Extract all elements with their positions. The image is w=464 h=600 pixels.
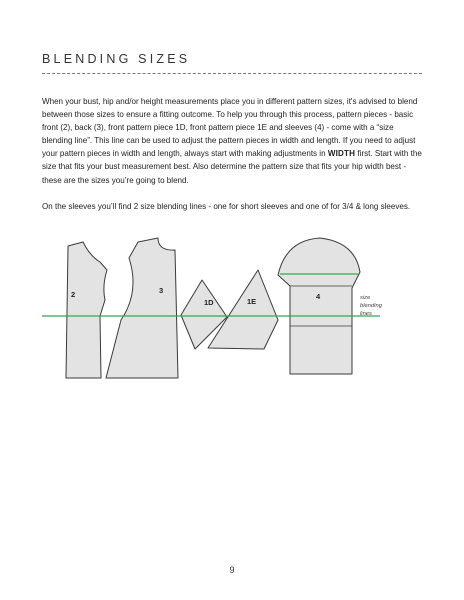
piece-label-2: 2 <box>71 290 76 299</box>
page-number: 9 <box>229 565 235 575</box>
pattern-piece-back-3 <box>106 238 178 378</box>
annotation-lines: lines <box>360 311 372 317</box>
intro-text-end: first. Start with the size that fits your bust measurement best. Also determine the pattern size that fits your hip width best - these are the sizes you’re going to blend. <box>42 149 422 185</box>
pattern-piece-sleeve-4 <box>278 238 360 374</box>
intro-text-start: When your bust, hip and/or height measurements place you in different pattern sizes, it's advised to blend between those sizes to ensure a fitting outcome. To help you through this process, pattern pieces - basic front (2), back (3), front pattern piece 1D, front pattern piece 1E and sleeves (4) - come with a “size blending line”. This line can be used to adjust the pattern pieces in width and length. If you need to adjust your pattern pieces in width and length, always start with making adjustments in <box>42 97 418 159</box>
pattern-piece-front-2 <box>66 242 107 378</box>
piece-label-1e: 1E <box>247 297 257 306</box>
annotation-blending: blending <box>360 303 382 309</box>
width-emphasis: WIDTH <box>327 149 356 159</box>
piece-label-3: 3 <box>159 286 164 295</box>
piece-label-1d: 1D <box>204 298 214 307</box>
section-heading: BLENDING SIZES <box>42 52 191 66</box>
sleeve-paragraph: On the sleeves you’ll find 2 size blending lines - one for short sleeves and one of for 3/4 & long sleeves. <box>42 202 411 211</box>
piece-label-4: 4 <box>316 292 321 301</box>
annotation-size: size <box>360 295 371 301</box>
